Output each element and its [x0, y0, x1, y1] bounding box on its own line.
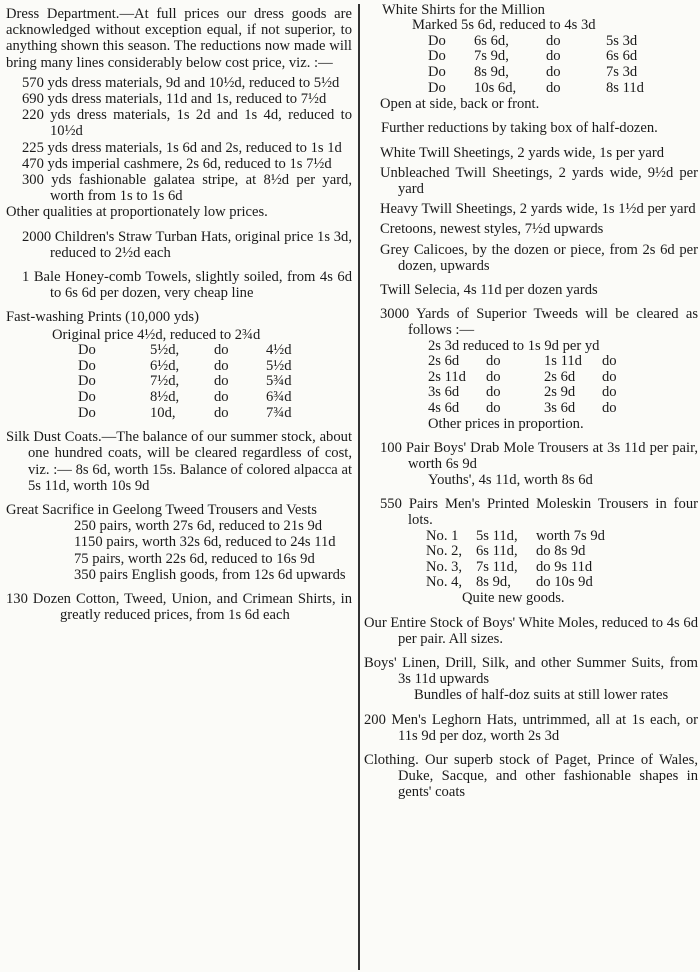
table-row — [426, 544, 611, 560]
table-cell: 10d, — [150, 404, 176, 421]
tweed-heading: Great Sacrifice in Geelong Tweed Trousers and Vests — [6, 502, 317, 519]
white-shirts-heading: White Shirts for the Million — [382, 2, 545, 18]
table-cell: do — [486, 384, 501, 401]
table-cell: do — [486, 353, 501, 370]
table-cell: Do — [428, 48, 446, 65]
right-column — [360, 0, 700, 972]
tweeds-table — [428, 354, 623, 416]
silk-dust-coats: Silk Dust Coats.—The balance of our summer stock, about one hundred coats, will be cleared regardless of cost, viz. :— 8s 6d, worth 15s. Balance of colored alpacca at 5s 11d, worth 10s 9d — [6, 429, 352, 494]
table-cell: 2s 11d — [428, 368, 466, 385]
tweed-items-list — [0, 518, 358, 583]
table-row — [428, 81, 650, 97]
table-cell: Do — [78, 342, 96, 359]
other-qualities: Other qualities at proportionately low prices. — [6, 204, 268, 221]
table-cell: Do — [78, 389, 96, 406]
table-cell: 7¾d — [266, 404, 292, 421]
table-cell: 6s 6d — [606, 48, 638, 65]
youths-line: Youths', 4s 11d, worth 8s 6d — [428, 471, 593, 488]
table-cell: 3s 6d — [544, 399, 576, 416]
table-cell: 4s 6d — [428, 399, 460, 416]
twill-heavy: Heavy Twill Sheetings, 2 yards wide, 1s 1½d per yard — [380, 201, 696, 218]
table-cell: do — [546, 63, 561, 80]
table-cell: 8s 9d, — [476, 574, 511, 591]
dress-items-list — [0, 75, 358, 205]
tweeds-other-prices: Other prices in proportion. — [428, 415, 584, 432]
twill-unbleached: Unbleached Twill Sheetings, 2 yards wide, 9½d per yard — [380, 164, 698, 197]
twill-selecia: Twill Selecia, 4s 11d per dozen yards — [380, 282, 598, 298]
table-row — [428, 49, 650, 65]
table-cell: 7½d, — [150, 373, 180, 390]
tweed-item: 250 pairs, worth 27s 6d, reduced to 21s 9d — [74, 518, 323, 535]
dress-item: 690 yds dress materials, 11d and 1s, reduced to 7½d — [22, 91, 327, 108]
white-shirts-table — [428, 34, 650, 96]
moleskin-intro: 550 Pairs Men's Printed Moleskin Trousers in four lots. — [380, 496, 698, 529]
table-cell: do — [486, 368, 501, 385]
table-cell: do — [546, 32, 561, 49]
quite-new-goods: Quite new goods. — [462, 589, 565, 606]
table-cell: 6¾d — [266, 389, 292, 406]
table-cell: 5½d, — [150, 342, 180, 359]
table-cell: 5½d — [266, 357, 292, 374]
dress-item: 225 yds dress materials, 1s 6d and 2s, reduced to 1s 1d — [22, 139, 342, 156]
table-row — [78, 359, 298, 375]
table-cell: 2s 6d — [428, 353, 460, 370]
straw-hats-item: 2000 Children's Straw Turban Hats, original price 1s 3d, reduced to 2½d each — [22, 228, 352, 261]
prints-table — [78, 343, 298, 421]
table-cell: No. 3, — [426, 558, 463, 575]
tweeds-first-line: 2s 3d reduced to 1s 9d per yd — [428, 337, 600, 354]
cretoons: Cretoons, newest styles, 7½d upwards — [380, 221, 604, 238]
table-cell: 5s 11d, — [476, 527, 518, 544]
summer-suits: Boys' Linen, Drill, Silk, and other Summer Suits, from 3s 11d upwards — [364, 654, 698, 688]
table-cell: do 9s 11d — [536, 558, 593, 575]
table-cell: 7s 9d, — [474, 48, 509, 65]
table-row — [426, 529, 611, 545]
table-cell: do — [602, 368, 617, 385]
table-row — [78, 406, 298, 422]
table-cell: 2s 9d — [544, 384, 576, 401]
open-side-note: Open at side, back or front. — [380, 96, 540, 113]
table-cell: 7s 11d, — [476, 558, 518, 575]
table-cell: 5¾d — [266, 373, 292, 390]
table-cell: Do — [78, 373, 96, 390]
table-cell: worth 7s 9d — [536, 527, 605, 544]
table-row — [428, 385, 623, 401]
table-row — [78, 343, 298, 359]
table-cell: do 10s 9d — [536, 574, 593, 591]
table-cell: do — [602, 353, 617, 370]
table-cell: do — [214, 342, 229, 359]
table-cell: do — [546, 79, 561, 96]
table-cell: Do — [78, 357, 96, 374]
table-cell: 8s 9d, — [474, 63, 509, 80]
moleskin-table — [426, 529, 611, 591]
table-cell: 6s 11d, — [476, 543, 518, 560]
table-cell: do — [214, 389, 229, 406]
table-cell: 2s 6d — [544, 368, 576, 385]
dress-department-intro: Dress Department.—At full prices our dress goods are acknowledged without exception equal, if not superior, to anything shown this season. The reductions now made will bring many lines considerably below cost price, viz. :— — [6, 6, 352, 71]
table-row — [428, 65, 650, 81]
mole-trousers: 100 Pair Boys' Drab Mole Trousers at 3s 11d per pair, worth 6s 9d — [380, 440, 698, 473]
table-cell: 4½d — [266, 342, 292, 359]
clothing-item: Clothing. Our superb stock of Paget, Prince of Wales, Duke, Sacque, and other fashionable shapes in gents' coats — [364, 751, 698, 801]
further-reductions: Further reductions by taking box of half-dozen. — [381, 120, 658, 137]
shirts-item: 130 Dozen Cotton, Tweed, Union, and Crimean Shirts, in greatly reduced prices, from 1s 6d each — [6, 591, 352, 624]
dress-item: 470 yds imperial cashmere, 2s 6d, reduced to 1s 7½d — [22, 155, 332, 172]
table-cell: 1s 11d — [544, 353, 582, 370]
table-cell: No. 4, — [426, 574, 463, 591]
white-moles: Our Entire Stock of Boys' White Moles, reduced to 4s 6d per pair. All sizes. — [364, 614, 698, 647]
table-cell: do — [214, 357, 229, 374]
prints-heading: Fast-washing Prints (10,000 yds) — [6, 309, 199, 326]
tweed-item: 350 pairs English goods, from 12s 6d upwards — [74, 566, 346, 583]
table-cell: 6s 6d, — [474, 32, 509, 49]
table-cell: do — [214, 373, 229, 390]
grey-calicoes: Grey Calicoes, by the dozen or piece, from 2s 6d per dozen, upwards — [380, 241, 698, 274]
twill-white: White Twill Sheetings, 2 yards wide, 1s per yard — [380, 144, 665, 161]
table-row — [428, 354, 623, 370]
bundles-note: Bundles of half-doz suits at still lower rates — [414, 687, 669, 704]
table-cell: No. 2, — [426, 543, 463, 560]
table-cell: Do — [78, 404, 96, 421]
tweed-item: 1150 pairs, worth 32s 6d, reduced to 24s 11d — [74, 534, 336, 551]
dress-item: 220 yds dress materials, 1s 2d and 1s 4d, reduced to 10½d — [22, 107, 352, 140]
table-cell: do — [602, 399, 617, 416]
table-cell: No. 1 — [426, 527, 459, 544]
leghorn-hats: 200 Men's Leghorn Hats, untrimmed, all at 1s each, or 11s 9d per doz, worth 2s 3d — [364, 711, 698, 744]
table-cell: do — [546, 48, 561, 65]
prints-first-line: Original price 4½d, reduced to 2¾d — [52, 326, 261, 343]
table-cell: 10s 6d, — [474, 79, 517, 96]
table-row — [426, 560, 611, 576]
table-cell: do — [602, 384, 617, 401]
table-cell: 7s 3d — [606, 63, 638, 80]
table-cell: 6½d, — [150, 357, 180, 374]
table-cell: do — [214, 404, 229, 421]
table-cell: Do — [428, 63, 446, 80]
table-row — [426, 575, 611, 591]
tweed-item: 75 pairs, worth 22s 6d, reduced to 16s 9d — [74, 550, 315, 567]
table-row — [428, 34, 650, 50]
table-row — [78, 374, 298, 390]
towels-item: 1 Bale Honey-comb Towels, slightly soiled, from 4s 6d to 6s 6d per dozen, very cheap line — [22, 269, 352, 302]
dress-item: 570 yds dress materials, 9d and 10½d, reduced to 5½d — [22, 74, 340, 91]
table-row — [78, 390, 298, 406]
table-cell: do 8s 9d — [536, 543, 586, 560]
table-row — [428, 401, 623, 417]
table-cell: Do — [428, 32, 446, 49]
table-row — [428, 370, 623, 386]
table-cell: 5s 3d — [606, 32, 638, 49]
table-cell: 8½d, — [150, 389, 180, 406]
white-shirts-first-line: Marked 5s 6d, reduced to 4s 3d — [412, 17, 596, 34]
tweeds-intro: 3000 Yards of Superior Tweeds will be cleared as follows :— — [380, 306, 698, 339]
table-cell: 8s 11d — [606, 79, 644, 96]
table-cell: Do — [428, 79, 446, 96]
dress-item: 300 yds fashionable galatea stripe, at 8½d per yard, worth from 1s to 1s 6d — [22, 172, 352, 205]
table-cell: do — [486, 399, 501, 416]
table-cell: 3s 6d — [428, 384, 460, 401]
